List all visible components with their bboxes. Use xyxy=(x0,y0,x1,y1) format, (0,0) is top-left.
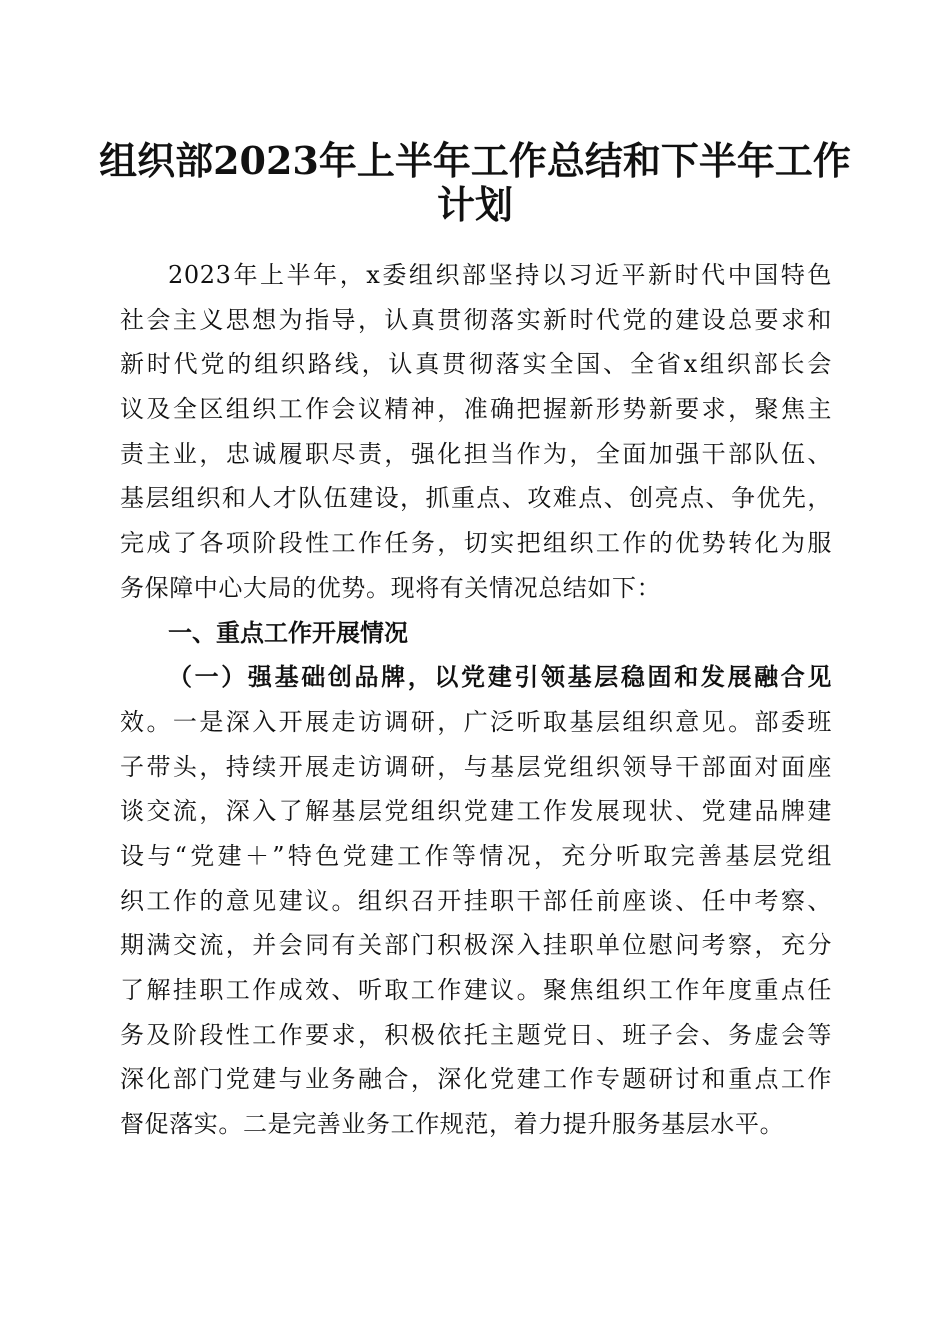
text-line: 基层组织和人才队伍建设，抓重点、攻难点、创亮点、争优先， xyxy=(120,484,832,513)
text-line: 深化部门党建与业务融合，深化党建工作专题研讨和重点工作 xyxy=(120,1065,832,1094)
text-line: 新时代党的组织路线，认真贯彻落实全国、全省x组织部长会 xyxy=(120,350,832,379)
text-line: 督促落实。二是完善业务工作规范，着力提升服务基层水平。 xyxy=(120,1110,785,1139)
text-line: 议及全区组织工作会议精神，准确把握新形势新要求，聚焦主 xyxy=(120,395,832,424)
subsection-heading: （一）强基础创品牌，以党建引领基层稳固和发展融合见 xyxy=(168,662,832,692)
text-line: 完成了各项阶段性工作任务，切实把组织工作的优势转化为服 xyxy=(120,529,832,558)
text-line: 了解挂职工作成效、听取工作建议。聚焦组织工作年度重点任 xyxy=(120,976,832,1004)
section-heading: 一、重点工作开展情况 xyxy=(168,618,408,647)
intro-paragraph xyxy=(120,253,832,611)
document-body xyxy=(120,253,832,1147)
text-line: 责主业，忠诚履职尽责，强化担当作为，全面加强干部队伍、 xyxy=(120,439,832,468)
text-line: 织工作的意见建议。组织召开挂职干部任前座谈、任中考察、 xyxy=(120,886,832,915)
text-line: 期满交流，并会同有关部门积极深入挂职单位慰问考察，充分 xyxy=(120,931,832,960)
text-line: 效。一是深入开展走访调研，广泛听取基层组织意见。部委班 xyxy=(120,707,832,736)
text-line: 务保障中心大局的优势。现将有关情况总结如下： xyxy=(120,573,662,602)
section-paragraph xyxy=(120,655,832,1147)
text-line: 谈交流，深入了解基层党组织党建工作发展现状、党建品牌建 xyxy=(120,797,832,826)
document-title-line-1: 组织部2023年上半年工作总结和下半年工作 xyxy=(99,138,851,183)
text-line: 2023年上半年，x委组织部坚持以习近平新时代中国特色 xyxy=(168,261,832,289)
document-title-line-2: 计划 xyxy=(436,182,513,227)
text-line: 社会主义思想为指导，认真贯彻落实新时代党的建设总要求和 xyxy=(120,305,832,334)
text-line: 务及阶段性工作要求，积极依托主题党日、班子会、务虚会等 xyxy=(120,1020,832,1049)
text-line: 设与“党建＋”特色党建工作等情况，充分听取完善基层党组 xyxy=(120,841,832,870)
text-line: 子带头，持续开展走访调研，与基层党组织领导干部面对面座 xyxy=(120,752,832,781)
